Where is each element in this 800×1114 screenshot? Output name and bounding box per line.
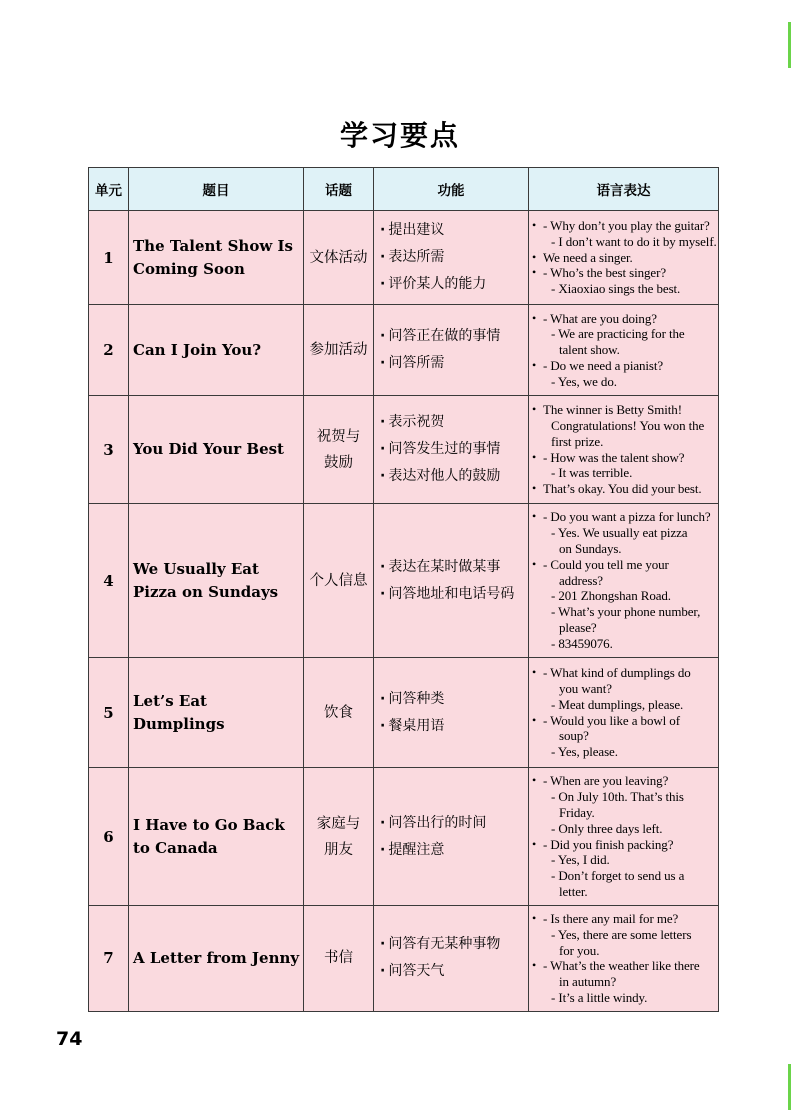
expression-list <box>529 504 719 658</box>
function-item <box>380 350 526 377</box>
bullet-dot-icon: · <box>380 222 386 238</box>
function-list <box>374 396 529 504</box>
unit-theme: 饮食 <box>304 658 374 768</box>
expression-line: - Is there any mail for me? <box>543 911 679 926</box>
header-expressions: 语言表达 <box>529 168 719 211</box>
expression-group <box>532 837 717 900</box>
function-item <box>380 581 526 608</box>
page-title: 学习要点 <box>339 119 460 152</box>
expression-line: - Meat dumplings, please. <box>551 696 684 712</box>
unit-title: I Have to Go Back to Canada <box>129 768 304 906</box>
function-text: 评价某人的能力 <box>388 276 487 292</box>
unit-number: 4 <box>89 504 129 658</box>
bullet-dot-icon: · <box>380 441 386 457</box>
expression-line: - Do you want a pizza for lunch? <box>543 509 711 525</box>
expression-line: - Yes. We usually eat pizza <box>551 525 688 541</box>
function-item <box>380 271 526 298</box>
expression-list <box>529 906 719 1012</box>
function-item <box>380 810 526 837</box>
header-function: 功能 <box>374 168 529 211</box>
bullet-dot-icon: · <box>380 841 386 858</box>
function-text: 问答正在做的事情 <box>388 328 501 344</box>
unit-title: Let’s Eat Dumplings <box>129 658 304 768</box>
function-text: 提醒注意 <box>388 841 445 858</box>
function-item <box>380 837 526 864</box>
bullet-dot-icon: • <box>532 249 537 264</box>
expression-line: - Who’s the best singer? <box>543 265 666 281</box>
expression-line: - Yes, please. <box>551 744 618 760</box>
function-text: 表达对他人的鼓励 <box>388 468 501 484</box>
expression-lines <box>543 509 717 556</box>
expression-line: - What are you doing? <box>543 310 657 326</box>
expression-line: - What’s the weather like there <box>543 958 700 974</box>
unit-title: A Letter from Jenny <box>129 906 304 1012</box>
expression-line: in autumn? <box>559 974 617 990</box>
expression-line: The winner is Betty Smith! <box>543 402 682 418</box>
expression-line: We need a singer. <box>543 249 633 265</box>
expression-lines <box>543 450 717 482</box>
expression-line: first prize. <box>551 433 604 449</box>
function-text: 问答发生过的事情 <box>388 441 501 457</box>
expression-line: - Don’t forget to send us a <box>551 868 685 884</box>
unit-title: The Talent Show Is Coming Soon <box>129 211 304 305</box>
function-item <box>380 463 526 490</box>
expression-line: - When are you leaving? <box>543 773 669 789</box>
expression-line: you want? <box>559 680 612 696</box>
expression-lines <box>543 250 717 266</box>
function-list <box>374 768 529 906</box>
bullet-dot-icon: • <box>532 773 537 788</box>
function-text: 表达在某时做某事 <box>388 558 501 575</box>
expression-line: on Sundays. <box>559 541 622 556</box>
expression-line: please? <box>559 619 597 635</box>
expression-group <box>532 265 717 297</box>
bullet-dot-icon: • <box>532 836 537 851</box>
bullet-dot-icon: • <box>532 402 537 417</box>
page-edge-marker-top <box>788 22 791 68</box>
expression-line: - Could you tell me your <box>543 556 669 572</box>
expression-group <box>532 481 717 497</box>
unit-number: 1 <box>89 211 129 305</box>
expression-line: That’s okay. You did your best. <box>543 481 702 497</box>
function-text: 问答天气 <box>388 963 445 980</box>
function-text: 问答地址和电话号码 <box>388 585 515 602</box>
expression-line: - Xiaoxiao sings the best. <box>551 281 681 297</box>
expression-lines <box>543 265 717 297</box>
expression-line: - Yes, there are some letters <box>551 926 692 942</box>
unit-theme: 参加活动 <box>304 305 374 396</box>
expression-group <box>532 250 717 266</box>
expression-list <box>529 768 719 906</box>
expression-lines <box>543 837 717 900</box>
expression-line: - Yes, we do. <box>551 373 617 389</box>
function-item <box>380 244 526 271</box>
function-item <box>380 436 526 463</box>
expression-line: - Only three days left. <box>551 820 663 836</box>
unit-theme: 祝贺与 鼓励 <box>304 396 374 504</box>
unit-title: You Did Your Best <box>129 396 304 504</box>
expression-lines <box>543 665 717 712</box>
header-title: 题目 <box>129 168 304 211</box>
expression-line: - What kind of dumplings do <box>543 665 691 681</box>
expression-line: address? <box>559 572 603 588</box>
header-unit: 单元 <box>89 168 129 211</box>
learning-points-table <box>88 167 719 1012</box>
expression-group <box>532 911 717 958</box>
expression-group <box>532 311 717 358</box>
expression-line: - We are practicing for the <box>551 326 685 342</box>
function-text: 餐桌用语 <box>388 717 445 734</box>
table-row <box>89 658 719 768</box>
bullet-dot-icon: · <box>380 328 386 344</box>
table-row <box>89 504 719 658</box>
bullet-dot-icon: • <box>532 265 537 280</box>
bullet-dot-icon: · <box>380 585 386 602</box>
expression-group <box>532 509 717 556</box>
expression-line: - 83459076. <box>551 635 613 651</box>
expression-lines <box>543 958 717 1005</box>
function-list <box>374 211 529 305</box>
function-item <box>380 958 526 985</box>
function-text: 表达所需 <box>388 249 445 265</box>
unit-title: Can I Join You? <box>129 305 304 396</box>
expression-line: - What’s your phone number, <box>551 604 701 620</box>
bullet-dot-icon: · <box>380 276 386 292</box>
bullet-dot-icon: • <box>532 218 537 232</box>
function-item <box>380 931 526 958</box>
page-edge-marker-bottom <box>788 1064 791 1110</box>
unit-number: 5 <box>89 658 129 768</box>
unit-theme: 家庭与 朋友 <box>304 768 374 906</box>
function-text: 问答出行的时间 <box>388 814 487 831</box>
function-text: 表示祝贺 <box>388 414 445 430</box>
bullet-dot-icon: · <box>380 936 386 953</box>
expression-line: - Would you like a bowl of <box>543 712 680 728</box>
expression-line: talent show. <box>559 342 620 358</box>
expression-group <box>532 557 717 652</box>
expression-line: - Did you finish packing? <box>543 836 674 852</box>
expression-line: letter. <box>559 883 588 899</box>
bullet-dot-icon: • <box>532 481 537 496</box>
bullet-dot-icon: • <box>532 911 537 925</box>
expression-group <box>532 402 717 449</box>
expression-group <box>532 358 717 390</box>
function-item <box>380 409 526 436</box>
expression-line: - Yes, I did. <box>551 852 610 868</box>
expression-group <box>532 773 717 836</box>
bullet-dot-icon: • <box>532 712 537 727</box>
function-list <box>374 906 529 1012</box>
bullet-dot-icon: • <box>532 509 537 524</box>
expression-group <box>532 958 717 1005</box>
bullet-dot-icon: · <box>380 690 386 707</box>
bullet-dot-icon: · <box>380 414 386 430</box>
expression-lines <box>543 402 717 449</box>
table-body <box>89 211 719 1012</box>
header-theme: 话题 <box>304 168 374 211</box>
function-list <box>374 504 529 658</box>
function-item <box>380 217 526 244</box>
unit-theme: 文体活动 <box>304 211 374 305</box>
expression-group <box>532 450 717 482</box>
expression-line: Congratulations! You won the <box>551 417 705 433</box>
expression-list <box>529 211 719 305</box>
function-list <box>374 658 529 768</box>
expression-line: - Do we need a pianist? <box>543 357 664 373</box>
bullet-dot-icon: · <box>380 814 386 831</box>
expression-lines <box>543 773 717 836</box>
expression-lines <box>543 557 717 652</box>
function-text: 问答有无某种事物 <box>388 936 501 953</box>
unit-number: 2 <box>89 305 129 396</box>
function-text: 提出建议 <box>388 222 445 238</box>
expression-group <box>532 218 717 250</box>
unit-number: 3 <box>89 396 129 504</box>
function-text: 问答种类 <box>388 690 445 707</box>
bullet-dot-icon: · <box>380 717 386 734</box>
expression-list <box>529 305 719 396</box>
expression-line: - How was the talent show? <box>543 449 685 465</box>
expression-lines <box>543 358 717 390</box>
expression-line: - Why don’t you play the guitar? <box>543 218 710 233</box>
bullet-dot-icon: · <box>380 355 386 371</box>
unit-number: 7 <box>89 906 129 1012</box>
bullet-dot-icon: • <box>532 556 537 571</box>
expression-line: soup? <box>559 728 589 744</box>
page-number: 74 <box>56 1028 83 1050</box>
expression-lines <box>543 311 717 358</box>
bullet-dot-icon: · <box>380 558 386 575</box>
expression-line: - It was terrible. <box>551 465 633 481</box>
expression-line: - 201 Zhongshan Road. <box>551 588 671 604</box>
expression-lines <box>543 481 717 497</box>
table-row <box>89 396 719 504</box>
table-row <box>89 768 719 906</box>
expression-line: for you. <box>559 942 600 958</box>
function-item <box>380 554 526 581</box>
table-row <box>89 211 719 305</box>
expression-lines <box>543 911 717 958</box>
function-item <box>380 686 526 713</box>
unit-theme: 书信 <box>304 906 374 1012</box>
unit-title: We Usually Eat Pizza on Sundays <box>129 504 304 658</box>
bullet-dot-icon: · <box>380 249 386 265</box>
expression-line: - I don’t want to do it by myself. <box>551 233 717 249</box>
bullet-dot-icon: • <box>532 665 537 680</box>
expression-group <box>532 713 717 760</box>
function-item <box>380 713 526 740</box>
expression-group <box>532 665 717 712</box>
expression-line: Friday. <box>559 804 595 820</box>
function-item <box>380 323 526 350</box>
unit-theme: 个人信息 <box>304 504 374 658</box>
bullet-dot-icon: · <box>380 963 386 980</box>
expression-list <box>529 658 719 768</box>
bullet-dot-icon: • <box>532 357 537 372</box>
bullet-dot-icon: • <box>532 449 537 464</box>
bullet-dot-icon: · <box>380 468 386 484</box>
table-header-row <box>89 168 719 211</box>
table-row <box>89 906 719 1012</box>
expression-lines <box>543 713 717 760</box>
expression-lines <box>543 218 717 250</box>
expression-line: - On July 10th. That’s this <box>551 789 684 805</box>
bullet-dot-icon: • <box>532 310 537 325</box>
function-list <box>374 305 529 396</box>
unit-number: 6 <box>89 768 129 906</box>
expression-line: - It’s a little windy. <box>551 989 648 1005</box>
function-text: 问答所需 <box>388 355 445 371</box>
table-row <box>89 305 719 396</box>
expression-list <box>529 396 719 504</box>
bullet-dot-icon: • <box>532 958 537 973</box>
